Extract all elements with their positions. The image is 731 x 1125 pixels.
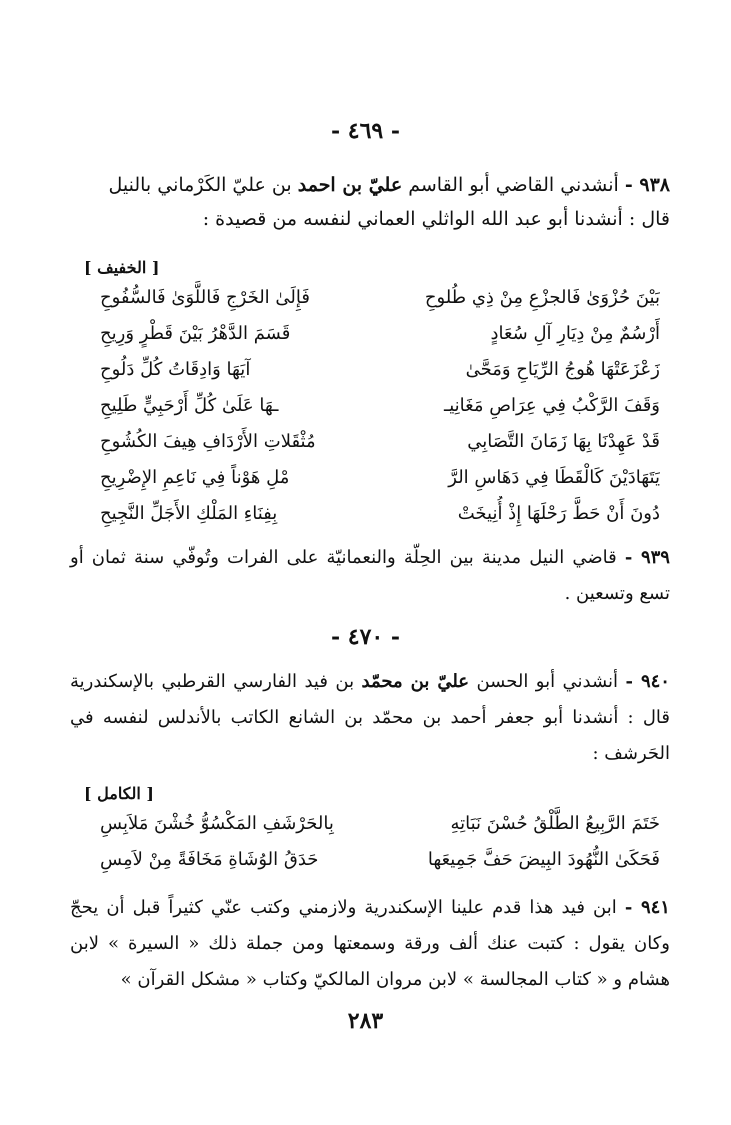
entry-rest: بن عليّ الكَرْماني بالنيل: [108, 174, 292, 196]
entry-number: ٩٤٠ -: [625, 671, 670, 692]
hemistich-first: بَيْنَ حُزْوَىٰ فَالجزْعِ مِنْ ذِي طُلوحِ: [424, 287, 660, 308]
verse-row: [100, 352, 660, 388]
hemistich-second: حَدَقُ الوُشَاةِ مَخَافَةً مِنْ لاَمِسِ: [100, 849, 319, 870]
hemistich-second: مْلِ هَوْناً فِي نَاعِمِ الإِضْرِيحِ: [100, 467, 290, 488]
hemistich-second: بِالحَرْشَفِ المَكْسُوُّ خُشْنَ مَلاَبِسِ: [100, 813, 334, 834]
hemistich-second: آيَهَا وَادِقَاتُ كُلِّ دَلُوحِ: [100, 359, 251, 380]
hemistich-second: ـهَا عَلَىٰ كُلِّ أَرْحَبِيٍّ طَلِيحِ: [100, 395, 279, 416]
entry-text: قاضي النيل مدينة بين الحِلّة والنعمانيّة على الفرات وتُوفّي سنة ثمان أو تسع وتسعين .: [70, 547, 670, 604]
poem-1: [100, 280, 660, 532]
entry-number: ٩٤١ -: [624, 897, 670, 918]
entry-text: ابن فيد هذا قدم علينا الإسكندرية ولازمني وكتب عنّي كثيراً قبل أن يحجّ وكان يقول : كتبت عنك ألف ورقة وسمعتها ومن جملة ذلك « السيرة » لابن هشام و « كتاب المجالسة » لابن مروان المالكيّ وكتاب « مشكل القرآن »: [70, 897, 670, 990]
hemistich-first: فَحَكَىٰ النُّهُودَ البِيضَ حَفَّ جَمِيعَها: [427, 849, 660, 870]
hemistich-first: قَدْ عَهِدْنَا بِهَا زَمَانَ التَّصَابِي: [467, 431, 660, 452]
hemistich-first: وَقَفَ الرَّكْبُ فِي عِرَاصِ مَغَانِيـ: [443, 395, 660, 416]
entry-person-name: عليّ بن احمد: [297, 174, 403, 196]
hemistich-second: مُثْقَلاتِ الأَرْدَافِ هِيفَ الكُشُوحِ: [100, 431, 316, 452]
entry-939: [70, 540, 670, 612]
verse-row: [100, 496, 660, 532]
section-heading-469: - ٤٦٩ -: [330, 118, 401, 144]
hemistich-second: بِفِنَاءِ المَلْكِ الأَجَلِّ النَّجِيحِ: [100, 503, 278, 524]
hemistich-first: أَرْسُمٌ مِنْ دِيَارِ آلِ سُعَادٍ: [490, 323, 660, 344]
verse-row: [100, 424, 660, 460]
verse-row: [100, 316, 660, 352]
poem-2: [100, 806, 660, 878]
verse-row: [100, 460, 660, 496]
section-heading-470: - ٤٧٠ -: [330, 624, 401, 650]
entry-number: ٩٣٩ -: [624, 547, 670, 568]
entry-lead: أنشدني القاضي أبو القاسم: [408, 174, 619, 196]
entry-938: [70, 168, 670, 236]
hemistich-second: قَسَمَ الدَّهْرُ بَيْنَ قَطْرٍ وَرِيحِ: [100, 323, 291, 344]
entry-940: [70, 664, 670, 772]
entry-941: [70, 890, 670, 998]
poem-meter-label: [ الكامل ]: [84, 784, 154, 803]
entry-rest: بن فيد الفارسي القرطبي بالإسكندرية قال : أنشدنا أبو جعفر أحمد بن محمّد بن الشانع الكاتب بالأندلس لنفسه في الحَرشف :: [70, 671, 670, 764]
entry-person-name: عليّ بن محمّد: [361, 671, 470, 692]
entry-number: ٩٣٨ -: [624, 174, 670, 196]
verse-row: [100, 388, 660, 424]
hemistich-first: يَتَهَادَيْنَ كَالْقَطَا فِي دَهَاسِ الرَّ: [448, 467, 660, 488]
entry-line: قال : أنشدنا أبو عبد الله الواثلي العماني لنفسه من قصيدة :: [202, 208, 670, 230]
hemistich-first: خَتَمَ الرَّبِيعُ الطَّلْقُ حُسْنَ نَبَاتِهِ: [450, 813, 660, 834]
hemistich-first: دُونَ أَنْ حَطَّ رَحْلَهَا إِذْ أُنِيخَتْ: [457, 503, 660, 524]
poem-meter-label: [ الخفيف ]: [84, 258, 160, 277]
verse-row: [100, 280, 660, 316]
verse-row: [100, 806, 660, 842]
hemistich-second: فَإِلَىٰ الخَرْجِ فَاللَّوَىٰ فَالسُّفُوحِ: [100, 287, 310, 308]
verse-row: [100, 842, 660, 878]
page-number: ٢٨٣: [347, 1008, 384, 1034]
entry-lead: أنشدني أبو الحسن: [476, 671, 619, 692]
hemistich-first: زَعْزَعَتْهَا هُوجُ الرِّيَاحِ وَمَحَّىٰ: [465, 359, 660, 380]
